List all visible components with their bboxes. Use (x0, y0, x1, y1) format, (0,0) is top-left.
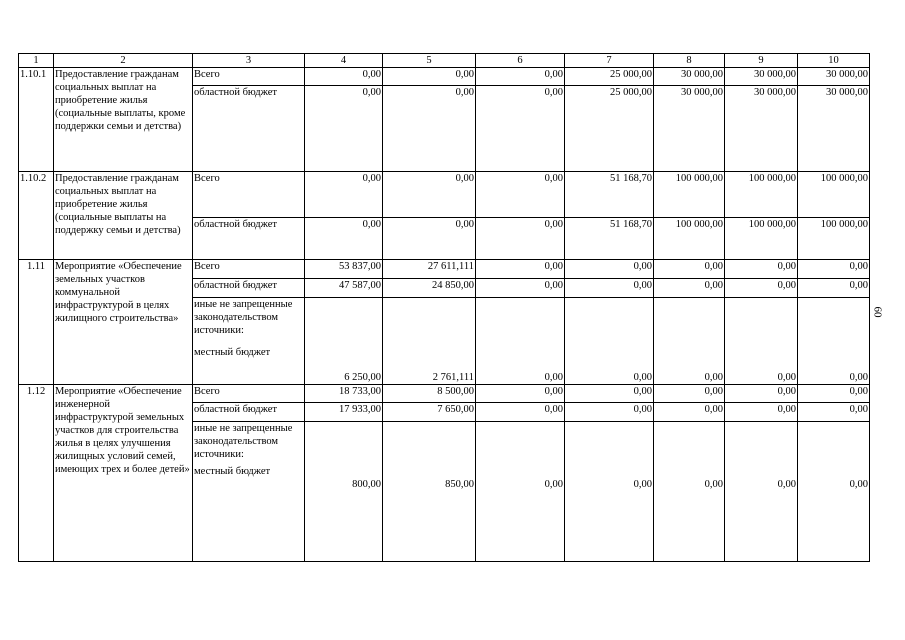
value-cell: 0,00 (725, 260, 798, 279)
value-cell: 0,00 (383, 218, 476, 260)
value-cell (383, 422, 476, 562)
value-cell: 0,00 (476, 279, 565, 298)
header-cell: 8 (654, 54, 725, 68)
value-cell: 0,00 (305, 86, 383, 172)
value-cell: 0,00 (476, 403, 565, 422)
source-label: Всего (193, 68, 305, 86)
row-name: Предоставление гражданам социальных выплат на приобретение жилья (социальные выплаты на поддержку семьи и детства) (54, 172, 193, 260)
row-id: 1.10.2 (19, 172, 54, 260)
value-cell: 51 168,70 (565, 218, 654, 260)
value-cell: 0,00 (565, 279, 654, 298)
value-cell: 30 000,00 (798, 68, 870, 86)
value-text: 850,00 (445, 479, 474, 490)
source-label: областной бюджет (193, 279, 305, 298)
value-cell: 0,00 (725, 298, 798, 385)
value-text: 0,00 (849, 479, 868, 490)
value-cell: 6 250,00 (305, 298, 383, 385)
value-cell: 100 000,00 (725, 218, 798, 260)
value-cell: 0,00 (654, 279, 725, 298)
page-number: 60 (871, 306, 884, 318)
value-cell: 0,00 (476, 260, 565, 279)
value-cell: 30 000,00 (798, 86, 870, 172)
header-row (19, 54, 870, 68)
row-name: Предоставление гражданам социальных выплат на приобретение жилья (социальные выплаты, кроме поддержки семьи и детства) (54, 68, 193, 172)
value-cell: 100 000,00 (798, 218, 870, 260)
source-label: иные не запрещенные законодательством источники: (194, 299, 293, 336)
value-cell: 0,00 (565, 403, 654, 422)
row-name: Мероприятие «Обеспечение земельных участков коммунальной инфраструктурой в целях жилищного строительства» (54, 260, 193, 385)
table-row (19, 385, 870, 403)
value-cell: 100 000,00 (654, 172, 725, 218)
value-cell: 0,00 (798, 385, 870, 403)
value-cell (476, 422, 565, 562)
value-cell: 0,00 (476, 298, 565, 385)
value-cell: 47 587,00 (305, 279, 383, 298)
value-cell: 27 611,111 (383, 260, 476, 279)
value-cell: 0,00 (565, 260, 654, 279)
value-cell: 2 761,111 (383, 298, 476, 385)
value-cell: 0,00 (476, 86, 565, 172)
source-sublabel: местный бюджет (194, 347, 271, 358)
row-id: 1.12 (19, 385, 54, 562)
value-cell: 100 000,00 (798, 172, 870, 218)
value-cell: 30 000,00 (725, 68, 798, 86)
value-cell: 0,00 (798, 260, 870, 279)
header-cell: 4 (305, 54, 383, 68)
value-cell: 53 837,00 (305, 260, 383, 279)
value-cell: 30 000,00 (725, 86, 798, 172)
header-cell: 7 (565, 54, 654, 68)
value-cell: 100 000,00 (654, 218, 725, 260)
value-text: 800,00 (352, 479, 381, 490)
value-cell: 0,00 (725, 385, 798, 403)
source-label: Всего (193, 172, 305, 218)
table-row (19, 68, 870, 86)
table-row (19, 172, 870, 218)
source-label: областной бюджет (193, 86, 305, 172)
value-cell (565, 422, 654, 562)
value-cell: 0,00 (476, 68, 565, 86)
source-label: областной бюджет (193, 218, 305, 260)
value-cell: 0,00 (654, 385, 725, 403)
source-sublabel: местный бюджет (194, 466, 271, 477)
value-text: 0,00 (777, 479, 796, 490)
header-cell: 5 (383, 54, 476, 68)
header-cell: 1 (19, 54, 54, 68)
value-cell: 0,00 (305, 172, 383, 218)
value-cell: 0,00 (305, 218, 383, 260)
value-text: 0,00 (633, 479, 652, 490)
value-cell: 8 500,00 (383, 385, 476, 403)
value-cell: 0,00 (654, 298, 725, 385)
value-cell: 0,00 (798, 403, 870, 422)
source-label: Всего (193, 385, 305, 403)
value-cell: 0,00 (654, 260, 725, 279)
value-cell: 0,00 (383, 172, 476, 218)
value-text: 0,00 (704, 479, 723, 490)
value-cell: 7 650,00 (383, 403, 476, 422)
header-cell: 6 (476, 54, 565, 68)
value-cell: 0,00 (725, 279, 798, 298)
value-cell: 0,00 (798, 279, 870, 298)
value-cell: 30 000,00 (654, 86, 725, 172)
source-label: Всего (193, 260, 305, 279)
header-cell: 9 (725, 54, 798, 68)
value-cell: 0,00 (476, 218, 565, 260)
value-cell: 0,00 (476, 385, 565, 403)
value-cell: 0,00 (305, 68, 383, 86)
value-cell: 0,00 (725, 403, 798, 422)
value-cell: 0,00 (565, 298, 654, 385)
value-cell: 0,00 (383, 86, 476, 172)
row-id: 1.11 (19, 260, 54, 385)
value-cell: 51 168,70 (565, 172, 654, 218)
value-text: 0,00 (544, 479, 563, 490)
value-cell: 24 850,00 (383, 279, 476, 298)
value-cell: 17 933,00 (305, 403, 383, 422)
value-cell: 0,00 (476, 172, 565, 218)
header-cell: 3 (193, 54, 305, 68)
value-cell: 0,00 (654, 403, 725, 422)
value-cell: 18 733,00 (305, 385, 383, 403)
row-id: 1.10.1 (19, 68, 54, 172)
header-cell: 10 (798, 54, 870, 68)
source-label: иные не запрещенные законодательством источники: (194, 423, 293, 460)
value-cell: 30 000,00 (654, 68, 725, 86)
value-cell: 25 000,00 (565, 86, 654, 172)
value-cell: 0,00 (798, 298, 870, 385)
budget-table (18, 53, 870, 562)
value-cell (725, 422, 798, 562)
row-name: Мероприятие «Обеспечение инженерной инфраструктурой земельных участков для строительства жилья в целях улучшения жилищных условий семей, имеющих трех и более детей» (54, 385, 193, 562)
table-row (19, 260, 870, 279)
source-label-group (193, 298, 305, 385)
value-cell (305, 422, 383, 562)
value-cell (654, 422, 725, 562)
value-cell: 0,00 (565, 385, 654, 403)
header-cell: 2 (54, 54, 193, 68)
value-cell: 25 000,00 (565, 68, 654, 86)
source-label: областной бюджет (193, 403, 305, 422)
value-cell: 100 000,00 (725, 172, 798, 218)
value-cell: 0,00 (383, 68, 476, 86)
source-label-group (193, 422, 305, 562)
value-cell (798, 422, 870, 562)
